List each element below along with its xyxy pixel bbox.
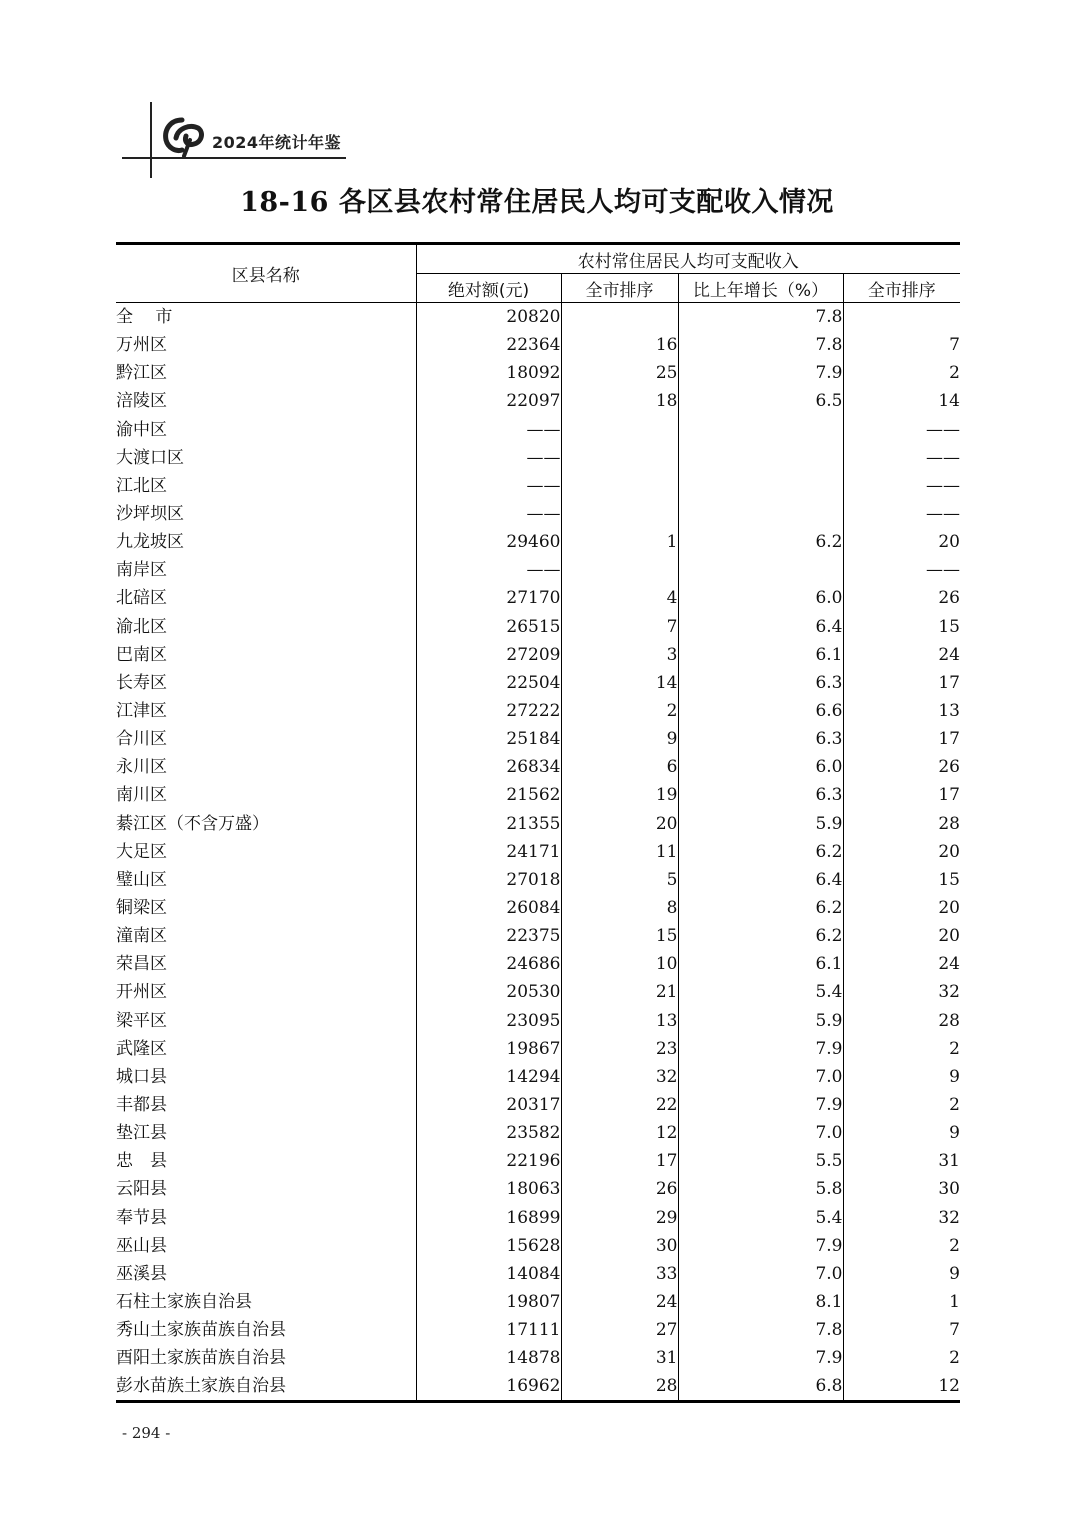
absolute-rank-cell: 27 <box>561 1316 678 1344</box>
absolute-value-cell: 27170 <box>416 584 561 612</box>
growth-value-cell: 7.0 <box>678 1260 843 1288</box>
growth-rank-cell: 17 <box>938 729 960 750</box>
absolute-value-cell: 27018 <box>416 866 561 894</box>
table-row <box>116 1372 960 1402</box>
growth-value-cell <box>678 556 843 584</box>
absolute-value-cell: 26515 <box>416 613 561 641</box>
district-name-cell: 巴南区 <box>116 641 416 669</box>
growth-value-cell <box>678 472 843 500</box>
growth-value-cell: 6.5 <box>678 387 843 415</box>
district-name-cell: 彭水苗族土家族自治县 <box>116 1372 416 1402</box>
absolute-rank-cell: 23 <box>561 1035 678 1063</box>
table-row <box>116 387 960 415</box>
table-row <box>116 500 960 528</box>
absolute-rank-cell: 4 <box>561 584 678 612</box>
growth-value-cell: 7.9 <box>678 1344 843 1372</box>
absolute-rank-cell: 14 <box>561 669 678 697</box>
absolute-value-cell: 24686 <box>416 950 561 978</box>
absolute-value-cell: 14084 <box>416 1260 561 1288</box>
district-name-cell: 潼南区 <box>116 922 416 950</box>
district-name-cell: 石柱土家族自治县 <box>116 1288 416 1316</box>
absolute-rank-cell: 31 <box>561 1344 678 1372</box>
table-row <box>116 978 960 1006</box>
growth-rank-cell: 20 <box>938 532 960 553</box>
growth-rank-cell: —— <box>926 504 960 525</box>
income-group-header: 农村常住居民人均可支配收入 <box>416 244 960 274</box>
absolute-value-cell: 25184 <box>416 725 561 753</box>
table-row <box>116 1260 960 1288</box>
growth-rank-cell: 9 <box>949 1263 960 1284</box>
table-row <box>116 331 960 359</box>
district-name-cell: 梁平区 <box>116 1007 416 1035</box>
table-row <box>116 528 960 556</box>
district-name-cell: 璧山区 <box>116 866 416 894</box>
growth-value-cell: 6.4 <box>678 613 843 641</box>
absolute-rank-cell: 24 <box>561 1288 678 1316</box>
income-table <box>116 242 960 1403</box>
absolute-rank-cell: 5 <box>561 866 678 894</box>
district-name-cell: 城口县 <box>116 1063 416 1091</box>
absolute-value-cell: —— <box>416 500 561 528</box>
absolute-rank-cell: 3 <box>561 641 678 669</box>
table-row <box>116 810 960 838</box>
table-row <box>116 1063 960 1091</box>
growth-value-cell: 7.0 <box>678 1063 843 1091</box>
table-row <box>116 781 960 809</box>
absolute-value-cell: 29460 <box>416 528 561 556</box>
table-row <box>116 753 960 781</box>
absolute-rank-cell: 21 <box>561 978 678 1006</box>
growth-value-cell: 6.1 <box>678 950 843 978</box>
table-row <box>116 641 960 669</box>
growth-rank-cell: 24 <box>938 644 960 665</box>
header-vertical-rule <box>150 102 152 178</box>
absolute-rank-cell: 32 <box>561 1063 678 1091</box>
table-row <box>116 1119 960 1147</box>
table-row <box>116 444 960 472</box>
district-name-cell: 垫江县 <box>116 1119 416 1147</box>
table-row <box>116 866 960 894</box>
district-name-cell: 南岸区 <box>116 556 416 584</box>
growth-rank-cell: 32 <box>938 1207 960 1228</box>
district-name-cell: 全 市 <box>116 303 416 332</box>
table-row <box>116 838 960 866</box>
absolute-value-cell: 20820 <box>416 303 561 332</box>
growth-value-cell: 7.9 <box>678 1232 843 1260</box>
absolute-value-cell: 16962 <box>416 1372 561 1402</box>
growth-value-cell: 5.5 <box>678 1147 843 1175</box>
growth-rank-cell: 28 <box>938 813 960 834</box>
district-name-cell: 奉节县 <box>116 1204 416 1232</box>
absolute-rank-cell: 11 <box>561 838 678 866</box>
growth-rank-cell: 17 <box>938 672 960 693</box>
growth-rank-cell: 1 <box>949 1291 960 1312</box>
absolute-value-cell: 22196 <box>416 1147 561 1175</box>
absolute-rank-cell: 29 <box>561 1204 678 1232</box>
district-name-cell: 秀山土家族苗族自治县 <box>116 1316 416 1344</box>
table-row <box>116 725 960 753</box>
table-row <box>116 613 960 641</box>
district-name-cell: 大渡口区 <box>116 444 416 472</box>
growth-value-cell: 6.3 <box>678 781 843 809</box>
absolute-value-cell: 22504 <box>416 669 561 697</box>
growth-value-cell: 7.9 <box>678 1035 843 1063</box>
table-row <box>116 359 960 387</box>
header-horizontal-rule <box>122 157 346 159</box>
absolute-value-cell: —— <box>416 556 561 584</box>
district-name-cell: 武隆区 <box>116 1035 416 1063</box>
growth-value-cell: 6.3 <box>678 725 843 753</box>
growth-rank-cell: 24 <box>938 954 960 975</box>
page-number: - 294 - <box>122 1424 171 1442</box>
district-name-cell: 云阳县 <box>116 1175 416 1203</box>
growth-rank-cell: 31 <box>938 1151 960 1172</box>
growth-rank-cell <box>843 303 960 332</box>
absolute-rank-cell: 10 <box>561 950 678 978</box>
absolute-rank-cell: 30 <box>561 1232 678 1260</box>
growth-value-cell: 7.0 <box>678 1119 843 1147</box>
absolute-rank-cell: 13 <box>561 1007 678 1035</box>
growth-value-cell: 5.9 <box>678 810 843 838</box>
page-title: 18-16 各区县农村常住居民人均可支配收入情况 <box>240 187 834 218</box>
table-row <box>116 1344 960 1372</box>
growth-rank-cell: 28 <box>938 1010 960 1031</box>
rank-column-header: 全市排序 <box>561 274 678 303</box>
growth-rank-cell: 7 <box>949 335 960 356</box>
absolute-value-cell: 17111 <box>416 1316 561 1344</box>
growth-value-cell: 5.9 <box>678 1007 843 1035</box>
growth-value-cell: 6.1 <box>678 641 843 669</box>
table-row <box>116 950 960 978</box>
absolute-value-cell: 19807 <box>416 1288 561 1316</box>
growth-value-cell <box>678 500 843 528</box>
district-name-cell: 渝北区 <box>116 613 416 641</box>
growth-rank-cell: 2 <box>949 1095 960 1115</box>
growth-rank-cell: —— <box>926 419 960 440</box>
district-name-cell: 大足区 <box>116 838 416 866</box>
absolute-rank-cell <box>561 500 678 528</box>
district-name-cell: 万州区 <box>116 331 416 359</box>
table-row <box>116 584 960 612</box>
absolute-rank-cell: 15 <box>561 922 678 950</box>
table-row <box>116 894 960 922</box>
growth-rank-cell: 15 <box>938 616 960 637</box>
growth-rank-cell: 26 <box>938 757 960 778</box>
growth-value-cell <box>678 416 843 444</box>
district-column-header: 区县名称 <box>116 244 416 303</box>
district-name-cell: 合川区 <box>116 725 416 753</box>
district-name-cell: 渝中区 <box>116 416 416 444</box>
absolute-value-cell: 26084 <box>416 894 561 922</box>
absolute-value-cell: 22097 <box>416 387 561 415</box>
growth-rank-cell: —— <box>926 475 960 496</box>
district-name-cell: 忠 县 <box>116 1147 416 1175</box>
growth-value-cell: 6.4 <box>678 866 843 894</box>
table-row <box>116 1035 960 1063</box>
absolute-rank-cell <box>561 444 678 472</box>
absolute-value-cell: 14878 <box>416 1344 561 1372</box>
district-name-cell: 九龙坡区 <box>116 528 416 556</box>
growth-value-cell: 5.4 <box>678 978 843 1006</box>
table-row <box>116 1007 960 1035</box>
absolute-value-cell: 15628 <box>416 1232 561 1260</box>
absolute-value-cell: 23582 <box>416 1119 561 1147</box>
growth-rank-cell: 2 <box>949 1038 960 1059</box>
growth-rank-cell: —— <box>926 447 960 468</box>
absolute-value-cell: 18063 <box>416 1175 561 1203</box>
growth-value-cell: 5.8 <box>678 1175 843 1203</box>
absolute-rank-cell: 9 <box>561 725 678 753</box>
growth-value-cell: 6.2 <box>678 528 843 556</box>
district-name-cell: 江津区 <box>116 697 416 725</box>
district-name-cell: 江北区 <box>116 472 416 500</box>
table-row <box>116 303 960 332</box>
district-name-cell: 酉阳土家族苗族自治县 <box>116 1344 416 1372</box>
absolute-rank-cell: 25 <box>561 359 678 387</box>
yearbook-label: 2024年统计年鉴 <box>212 133 342 152</box>
absolute-rank-cell: 28 <box>561 1372 678 1402</box>
absolute-rank-cell <box>561 416 678 444</box>
growth-column-header: 比上年增长（%） <box>678 274 843 303</box>
district-name-cell: 开州区 <box>116 978 416 1006</box>
absolute-rank-cell: 26 <box>561 1175 678 1203</box>
growth-rank-cell: 14 <box>938 391 960 412</box>
growth-value-cell: 7.9 <box>678 1091 843 1119</box>
table-body <box>116 303 960 1402</box>
growth-rank-cell: —— <box>926 560 960 581</box>
district-name-cell: 沙坪坝区 <box>116 500 416 528</box>
growth-value-cell: 6.0 <box>678 753 843 781</box>
district-name-cell: 涪陵区 <box>116 387 416 415</box>
absolute-rank-cell: 2 <box>561 697 678 725</box>
table-row <box>116 416 960 444</box>
absolute-value-cell: 22364 <box>416 331 561 359</box>
absolute-value-cell: 27209 <box>416 641 561 669</box>
growth-value-cell: 7.9 <box>678 359 843 387</box>
district-name-cell: 巫溪县 <box>116 1260 416 1288</box>
district-name-cell: 黔江区 <box>116 359 416 387</box>
table-row <box>116 1091 960 1119</box>
table-row <box>116 922 960 950</box>
growth-rank-cell: 20 <box>938 926 960 947</box>
absolute-column-header: 绝对额(元) <box>416 274 561 303</box>
absolute-value-cell: 26834 <box>416 753 561 781</box>
table-row <box>116 669 960 697</box>
growth-rank-cell: 2 <box>949 1235 960 1256</box>
absolute-value-cell: —— <box>416 472 561 500</box>
growth-value-cell: 6.8 <box>678 1372 843 1402</box>
growth-value-cell: 6.3 <box>678 669 843 697</box>
absolute-rank-cell: 7 <box>561 613 678 641</box>
absolute-rank-cell <box>561 303 678 332</box>
absolute-value-cell: —— <box>416 416 561 444</box>
absolute-rank-cell <box>561 556 678 584</box>
table-row <box>116 1232 960 1260</box>
growth-rank-cell: 26 <box>938 588 960 609</box>
absolute-rank-cell <box>561 472 678 500</box>
growth-value-cell: 6.2 <box>678 894 843 922</box>
table-row <box>116 472 960 500</box>
district-name-cell: 铜梁区 <box>116 894 416 922</box>
absolute-value-cell: 16899 <box>416 1204 561 1232</box>
absolute-value-cell: 20317 <box>416 1091 561 1119</box>
growth-value-cell: 8.1 <box>678 1288 843 1316</box>
growth-value-cell: 7.8 <box>678 1316 843 1344</box>
growth-rank-cell: 9 <box>949 1066 960 1087</box>
growth-rank-cell: 17 <box>938 785 960 806</box>
district-name-cell: 北碚区 <box>116 584 416 612</box>
absolute-value-cell: 14294 <box>416 1063 561 1091</box>
growth-value-cell: 6.0 <box>678 584 843 612</box>
growth-rank-column-header: 全市排序 <box>843 274 960 303</box>
absolute-value-cell: 22375 <box>416 922 561 950</box>
absolute-value-cell: 24171 <box>416 838 561 866</box>
absolute-value-cell: 18092 <box>416 359 561 387</box>
table-row <box>116 1147 960 1175</box>
absolute-rank-cell: 20 <box>561 810 678 838</box>
growth-rank-cell: 20 <box>938 841 960 862</box>
growth-value-cell: 6.2 <box>678 838 843 866</box>
absolute-rank-cell: 12 <box>561 1119 678 1147</box>
growth-rank-cell: 7 <box>949 1320 960 1341</box>
district-name-cell: 长寿区 <box>116 669 416 697</box>
absolute-rank-cell: 6 <box>561 753 678 781</box>
absolute-rank-cell: 22 <box>561 1091 678 1119</box>
growth-value-cell: 6.6 <box>678 697 843 725</box>
growth-rank-cell: 30 <box>938 1179 960 1200</box>
absolute-rank-cell: 8 <box>561 894 678 922</box>
growth-rank-cell: 20 <box>938 898 960 919</box>
absolute-value-cell: 19867 <box>416 1035 561 1063</box>
table-row <box>116 1316 960 1344</box>
absolute-rank-cell: 19 <box>561 781 678 809</box>
absolute-value-cell: 23095 <box>416 1007 561 1035</box>
district-name-cell: 丰都县 <box>116 1091 416 1119</box>
table-row <box>116 1288 960 1316</box>
table-row <box>116 556 960 584</box>
growth-rank-cell: 13 <box>938 701 960 722</box>
yearbook-logo-icon <box>160 114 208 158</box>
growth-rank-cell: 2 <box>949 363 960 384</box>
growth-rank-cell: 2 <box>949 1348 960 1369</box>
growth-value-cell: 6.2 <box>678 922 843 950</box>
growth-value-cell: 7.8 <box>678 303 843 332</box>
absolute-rank-cell: 16 <box>561 331 678 359</box>
absolute-value-cell: —— <box>416 444 561 472</box>
table-row <box>116 1175 960 1203</box>
district-name-cell: 南川区 <box>116 781 416 809</box>
absolute-rank-cell: 33 <box>561 1260 678 1288</box>
district-name-cell: 荣昌区 <box>116 950 416 978</box>
district-name-cell: 綦江区（不含万盛） <box>116 810 416 838</box>
growth-rank-cell: 12 <box>843 1372 960 1402</box>
absolute-rank-cell: 1 <box>561 528 678 556</box>
table-row <box>116 697 960 725</box>
growth-rank-cell: 32 <box>938 982 960 1003</box>
absolute-value-cell: 27222 <box>416 697 561 725</box>
growth-rank-cell: 15 <box>938 869 960 890</box>
table-row <box>116 1204 960 1232</box>
growth-value-cell: 7.8 <box>678 331 843 359</box>
growth-rank-cell: 9 <box>949 1123 960 1144</box>
absolute-value-cell: 21355 <box>416 810 561 838</box>
district-name-cell: 巫山县 <box>116 1232 416 1260</box>
absolute-rank-cell: 18 <box>561 387 678 415</box>
absolute-value-cell: 21562 <box>416 781 561 809</box>
district-name-cell: 永川区 <box>116 753 416 781</box>
absolute-rank-cell: 17 <box>561 1147 678 1175</box>
growth-value-cell <box>678 444 843 472</box>
absolute-value-cell: 20530 <box>416 978 561 1006</box>
growth-value-cell: 5.4 <box>678 1204 843 1232</box>
